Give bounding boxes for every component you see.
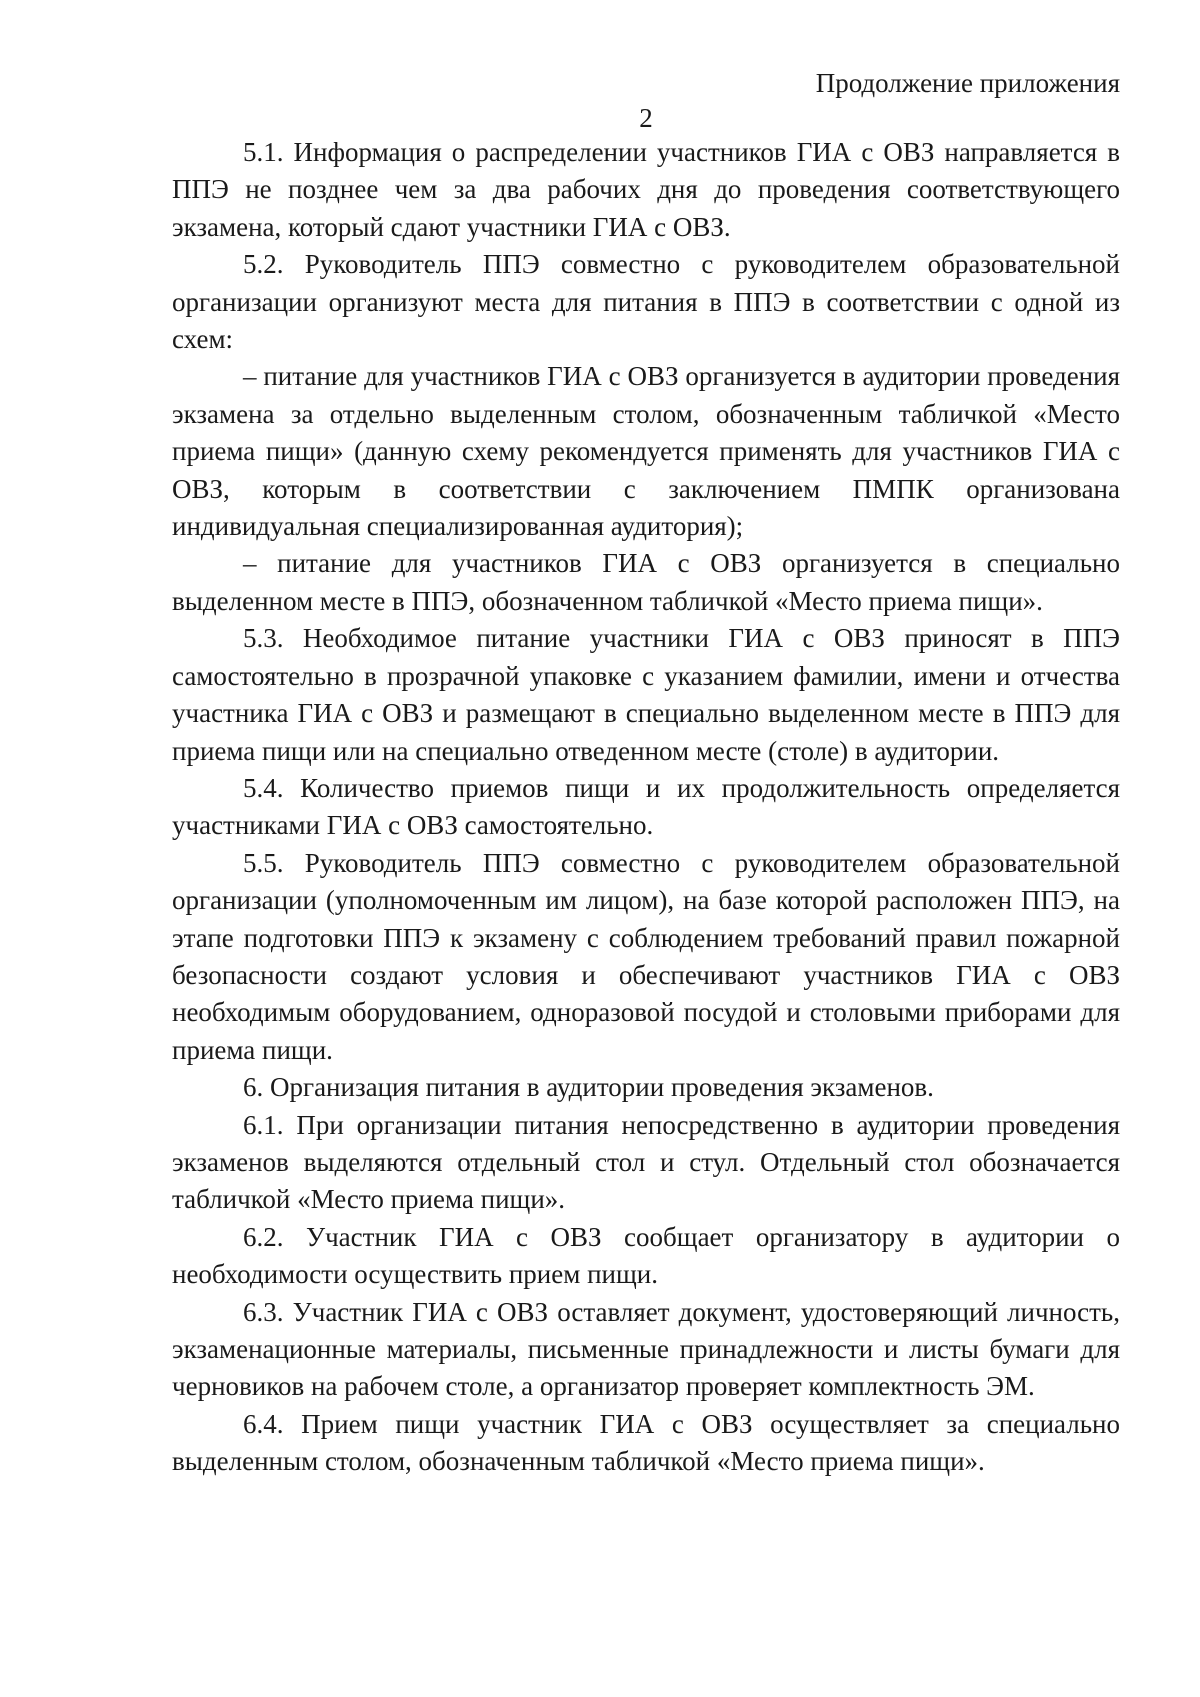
paragraph-5-2: 5.2. Руководитель ППЭ совместно с руководителем образовательной организации организуют места для питания в ППЭ в соответствии с одной из схем: [172, 249, 1120, 355]
paragraph-5-2-item-1: – питание для участников ГИА с ОВЗ организуется в аудитории проведения экзамена за отдельно выделенным столом, обозначенным табличкой «Место приема пищи» (данную схему рекомендуется применять для участников ГИА с ОВЗ, которым в соответствии с заключением ПМПК организована индивидуальная специализированная аудитория); [172, 361, 1120, 542]
paragraph-5-3: 5.3. Необходимое питание участники ГИА с ОВЗ приносят в ППЭ самостоятельно в прозрачной упаковке с указанием фамилии, имени и отчества участника ГИА с ОВЗ и размещают в специально выделенном месте в ППЭ для приема пищи или на специально отведенном месте (столе) в аудитории. [172, 623, 1120, 766]
paragraph-6-1: 6.1. При организации питания непосредственно в аудитории проведения экзаменов выделяются отдельный стол и стул. Отдельный стол обозначается табличкой «Место приема пищи». [172, 1109, 1120, 1215]
paragraph-6: 6. Организация питания в аудитории проведения экзаменов. [243, 1072, 934, 1103]
document-page [172, 64, 1120, 1481]
paragraph-6-2: 6.2. Участник ГИА с ОВЗ сообщает организатору в аудитории о необходимости осуществить прием пищи. [172, 1221, 1120, 1290]
paragraph-5-4: 5.4. Количество приемов пищи и их продолжительность определяется участниками ГИА с ОВЗ самостоятельно. [172, 772, 1120, 841]
document-body [172, 134, 1120, 1481]
paragraph-5-2-item-2: – питание для участников ГИА с ОВЗ организуется в специально выделенном месте в ППЭ, обозначенном табличкой «Место приема пищи». [172, 548, 1120, 616]
paragraph-6-4: 6.4. Прием пищи участник ГИА с ОВЗ осуществляет за специально выделенным столом, обозначенным табличкой «Место приема пищи». [172, 1408, 1120, 1477]
paragraph-5-5: 5.5. Руководитель ППЭ совместно с руководителем образовательной организации (уполномоченным им лицом), на базе которой расположен ППЭ, на этапе подготовки ППЭ к экзамену с соблюдением требований правил пожарной безопасности создают условия и обеспечивают участников ГИА с ОВЗ необходимым оборудованием, одноразовой посудой и столовыми приборами для приема пищи. [172, 847, 1120, 1065]
appendix-continuation-note: Продолжение приложения [815, 68, 1120, 98]
paragraph-5-1: 5.1. Информация о распределении участников ГИА с ОВЗ направляется в ППЭ не позднее чем за два рабочих дня до проведения соответствующего экзамена, который сдают участники ГИА с ОВЗ. [172, 137, 1120, 242]
page-number: 2 [639, 103, 653, 133]
paragraph-6-3: 6.3. Участник ГИА с ОВЗ оставляет документ, удостоверяющий личность, экзаменационные материалы, письменные принадлежности и листы бумаги для черновиков на рабочем столе, а организатор проверяет комплектность ЭМ. [172, 1296, 1120, 1402]
